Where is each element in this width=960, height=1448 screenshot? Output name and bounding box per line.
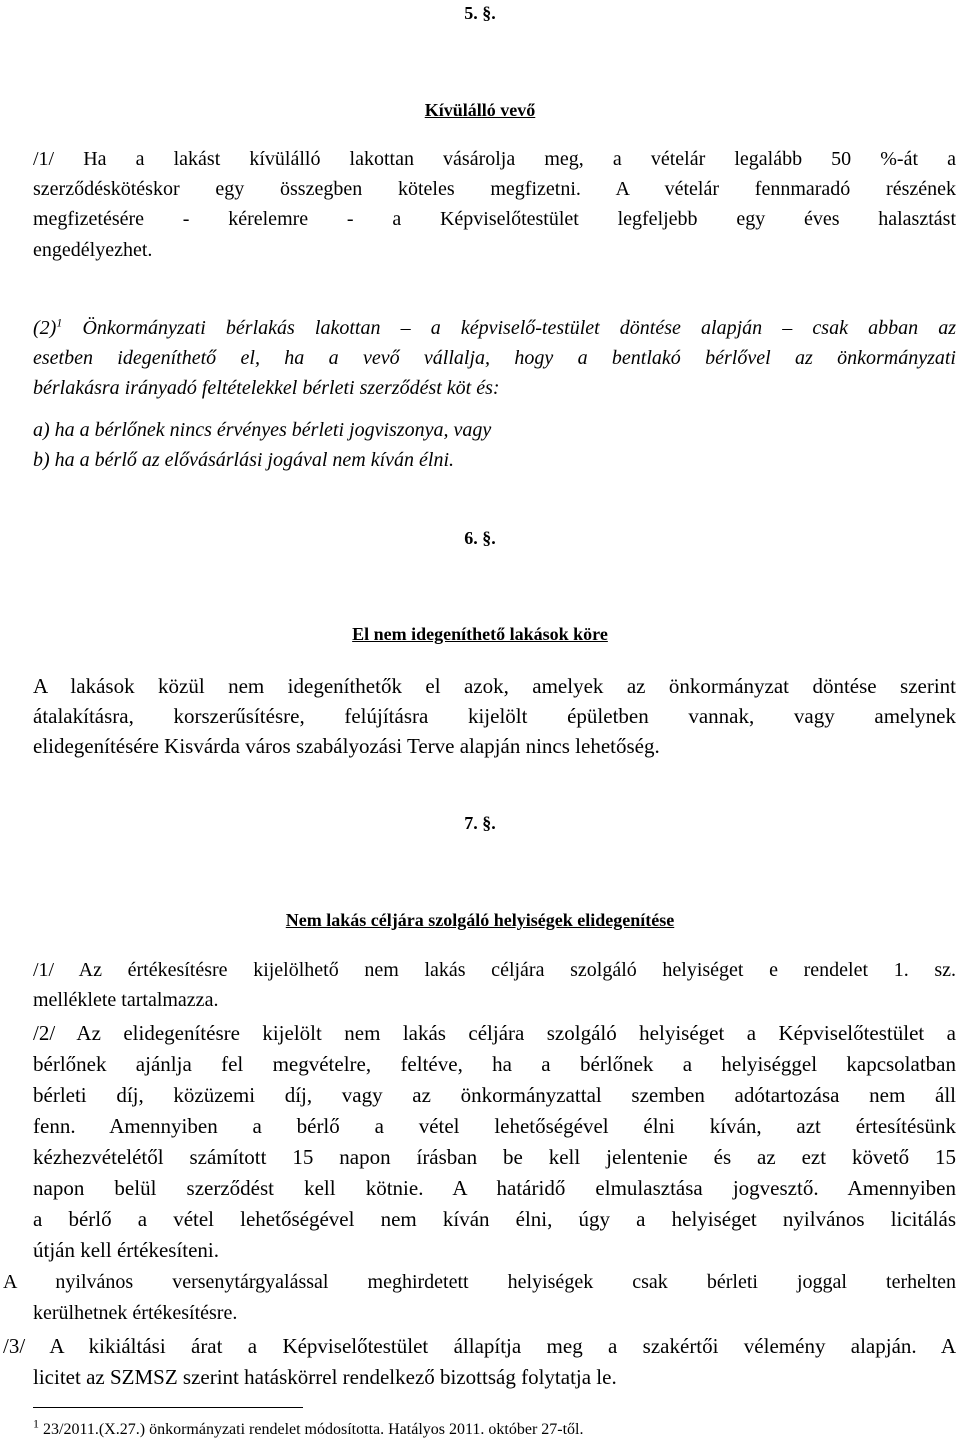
footnote-ref: 1 bbox=[56, 315, 63, 330]
sec5-p2-prefix: (2) bbox=[33, 317, 57, 339]
section-5-title: Kívülálló vevő bbox=[424, 100, 536, 120]
section-7-number: 7. §. bbox=[464, 813, 496, 833]
sec6-line-2: átalakításra, korszerűsítésre, felújításra kijelölt épületben vannak, vagy amelynek bbox=[33, 704, 956, 728]
sec5-p2-line-3: bérlakásra irányadó feltételekkel bérleti szerződést köt és: bbox=[33, 377, 500, 399]
sec5-p2-line-1 bbox=[33, 316, 956, 340]
sec7-p2-line-7: a bérlő a vétel lehetőségével nem kíván élni, úgy a helyiséget nyilvános licitálás bbox=[33, 1207, 956, 1231]
sec5-p2-first: Önkormányzati bérlakás lakottan – a képviselő-testület döntése alapján – csak abban az bbox=[62, 317, 956, 339]
sec5-p1-line-2: szerződéskötéskor egy összegben köteles megfizetni. A vételár fennmaradó részének bbox=[33, 178, 956, 200]
sec7-p2-line-8: útján kell értékesíteni. bbox=[33, 1238, 220, 1262]
sec5-p1-line-3: megfizetésére - kérelemre - a Képviselőtestület legfeljebb egy éves halasztást bbox=[33, 208, 956, 230]
footnote-text: 23/2011.(X.27.) önkormányzati rendelet módosította. Hatályos 2011. október 27-től. bbox=[39, 1421, 584, 1438]
sec7-p2-line-1: /2/ Az elidegenítésre kijelölt nem lakás céljára szolgáló helyiséget a Képviselőtestület a bbox=[33, 1021, 956, 1045]
sec5-p1-line-1: /1/ Ha a lakást kívülálló lakottan vásárolja meg, a vételár legalább 50 %-át a bbox=[33, 148, 956, 170]
sec5-p2-line-2: esetben idegeníthető el, ha a vevő vállalja, hogy a bentlakó bérlővel az önkormányzati bbox=[33, 347, 956, 369]
sec6-line-3: elidegenítésére Kisvárda város szabályozási Terve alapján nincs lehetőség. bbox=[33, 734, 660, 758]
sec7-p2-line-4: fenn. Amennyiben a bérlő a vétel lehetőségével élni kíván, azt értesítésünk bbox=[33, 1114, 956, 1138]
section-6-number: 6. §. bbox=[464, 528, 496, 548]
sec7-p4-line-2: licitet az SZMSZ szerint hatáskörrel rendelkező bizottság folytatja le. bbox=[33, 1365, 617, 1389]
sec7-p3-line-2: kerülhetnek értékesítésre. bbox=[33, 1302, 238, 1324]
sec7-p2-line-2: bérlőnek ajánlja fel megvételre, feltéve, ha a bérlőnek a helyiséggel kapcsolatban bbox=[33, 1052, 956, 1076]
sec5-item-b: b) ha a bérlő az elővásárlási jogával nem kíván élni. bbox=[33, 449, 455, 471]
footnote-number: 1 bbox=[33, 1416, 39, 1431]
sec7-p1-line-1: /1/ Az értékesítésre kijelölhető nem lakás céljára szolgáló helyiséget e rendelet 1. sz. bbox=[33, 959, 956, 981]
footnote bbox=[33, 1416, 584, 1440]
section-7-title: Nem lakás céljára szolgáló helyiségek elidegenítése bbox=[285, 910, 675, 930]
sec5-p1-line-4: engedélyezhet. bbox=[33, 239, 153, 261]
sec7-p2-line-5: kézhezvételétől számított 15 napon írásban be kell jelentenie és az ezt követő 15 bbox=[33, 1145, 956, 1169]
section-5-number: 5. §. bbox=[464, 3, 496, 23]
section-6-title: El nem idegeníthető lakások köre bbox=[352, 624, 608, 644]
sec5-item-a: a) ha a bérlőnek nincs érvényes bérleti jogviszonya, vagy bbox=[33, 419, 492, 441]
sec7-p4-line-1: /3/ A kikiáltási árat a Képviselőtestület állapítja meg a szakértői vélemény alapján. A bbox=[3, 1334, 956, 1358]
sec7-p2-line-3: bérleti díj, közüzemi díj, vagy az önkormányzattal szemben adótartozása nem áll bbox=[33, 1083, 956, 1107]
sec7-p3-line-1: A nyilvános versenytárgyalással meghirdetett helyiségek csak bérleti joggal terhelten bbox=[3, 1271, 956, 1293]
sec7-p2-line-6: napon belül szerződést kell kötnie. A határidő elmulasztása jogvesztő. Amennyiben bbox=[33, 1176, 956, 1200]
footnote-rule bbox=[33, 1407, 303, 1408]
sec6-line-1: A lakások közül nem idegeníthetők el azok, amelyek az önkormányzat döntése szerint bbox=[33, 674, 956, 698]
sec7-p1-line-2: melléklete tartalmazza. bbox=[33, 989, 219, 1011]
